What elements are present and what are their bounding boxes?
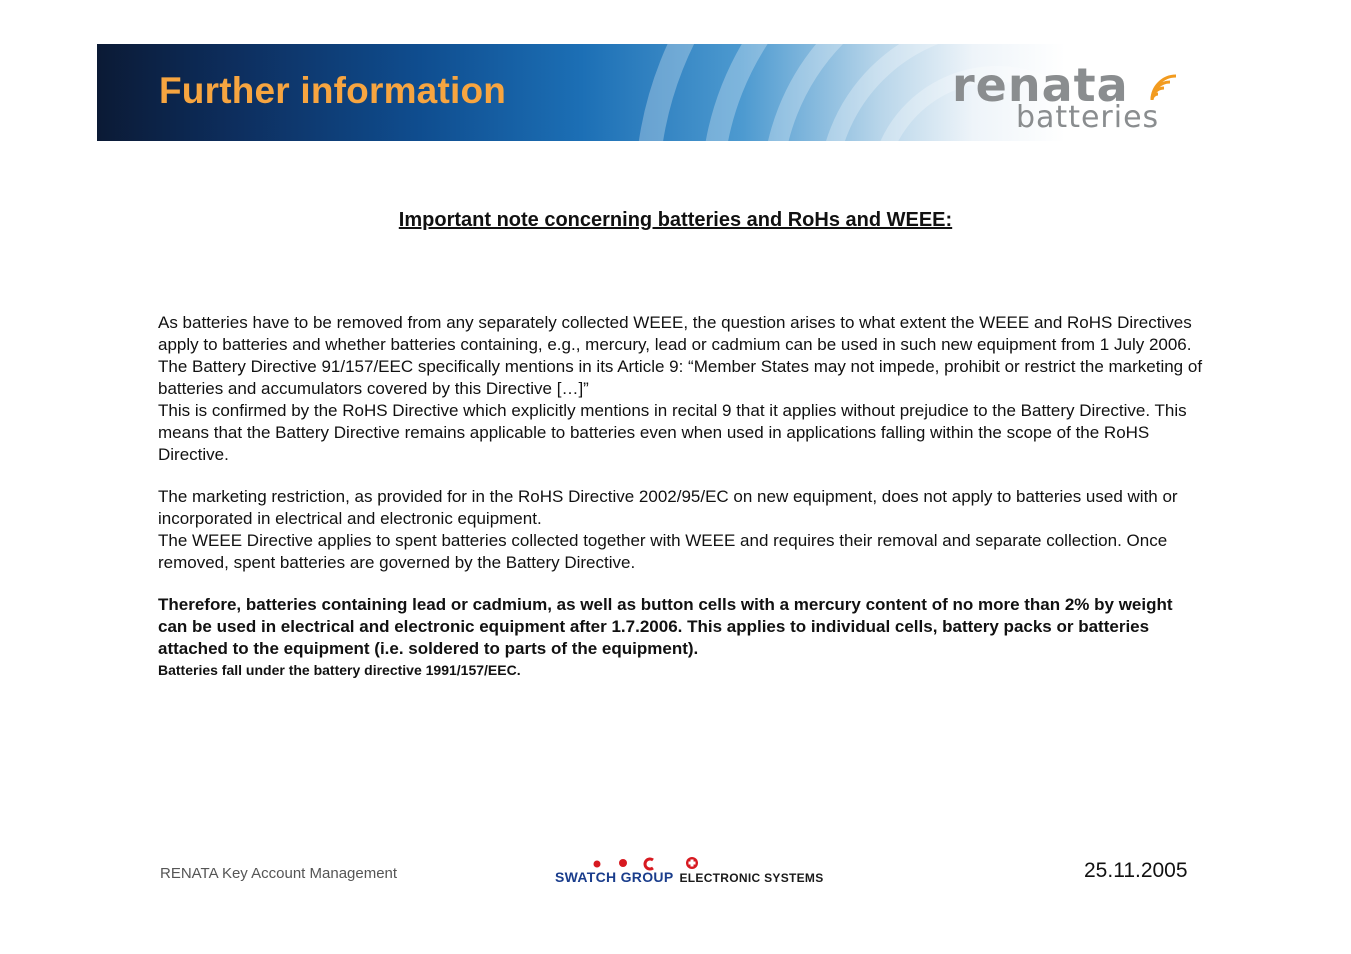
directive-note: Batteries fall under the battery directive 1991/157/EEC. — [158, 662, 521, 678]
signal-waves-icon — [1148, 72, 1178, 102]
page-title: Further information — [159, 70, 507, 111]
renata-logo — [952, 58, 1212, 136]
paragraph-gap — [158, 466, 1203, 486]
paragraph-5: The WEEE Directive applies to spent batteries collected together with WEEE and requires their removal and separate collection. Once removed, spent batteries are governed by the Battery Directive. — [158, 531, 1168, 572]
note-heading: Important note concerning batteries and RoHs and WEEE: — [398, 209, 953, 231]
logo-word-batteries: batteries — [1016, 100, 1160, 135]
paragraph-4: The marketing restriction, as provided for in the RoHS Directive 2002/95/EC on new equipment, does not apply to batteries used with or incorporated in electrical and electronic equipment. — [158, 487, 1178, 528]
body-text — [158, 312, 1203, 680]
swatch-group-logo — [555, 856, 865, 890]
swatch-text — [555, 869, 824, 885]
paragraph-3: This is confirmed by the RoHS Directive which explicitly mentions in recital 9 that it applies without prejudice to the Battery Directive. This means that the Battery Directive remains applicable to batteries even when used in applications falling within the scope of the RoHS Directive. — [158, 401, 1187, 464]
footer-date: 25.11.2005 — [1084, 859, 1188, 882]
logo-word-renata: renata — [952, 58, 1129, 112]
paragraph-1: As batteries have to be removed from any separately collected WEEE, the question arises to what extent the WEEE and RoHS Directives apply to batteries and whether batteries containing, e.g., mercury, lead or cadmium can be used in such new equipment from 1 July 2006. — [158, 313, 1192, 354]
footer-department: RENATA Key Account Management — [160, 865, 398, 882]
swatch-division: ELECTRONIC SYSTEMS — [679, 871, 824, 885]
conclusion-paragraph: Therefore, batteries containing lead or cadmium, as well as button cells with a mercury content of no more than 2% by weight can be used in electrical and electronic equipment after 1.7.2006. This applies to individual cells, battery packs or batteries attached to the equipment (i.e. soldered to parts of the equipment). — [158, 595, 1173, 658]
paragraph-2: The Battery Directive 91/157/EEC specifically mentions in its Article 9: “Member States may not impede, prohibit or restrict the marketing of batteries and accumulators covered by this Directive […]” — [158, 357, 1203, 398]
header-banner — [97, 44, 1250, 141]
paragraph-gap — [158, 574, 1203, 594]
swatch-group-name: SWATCH GROUP — [555, 869, 674, 885]
